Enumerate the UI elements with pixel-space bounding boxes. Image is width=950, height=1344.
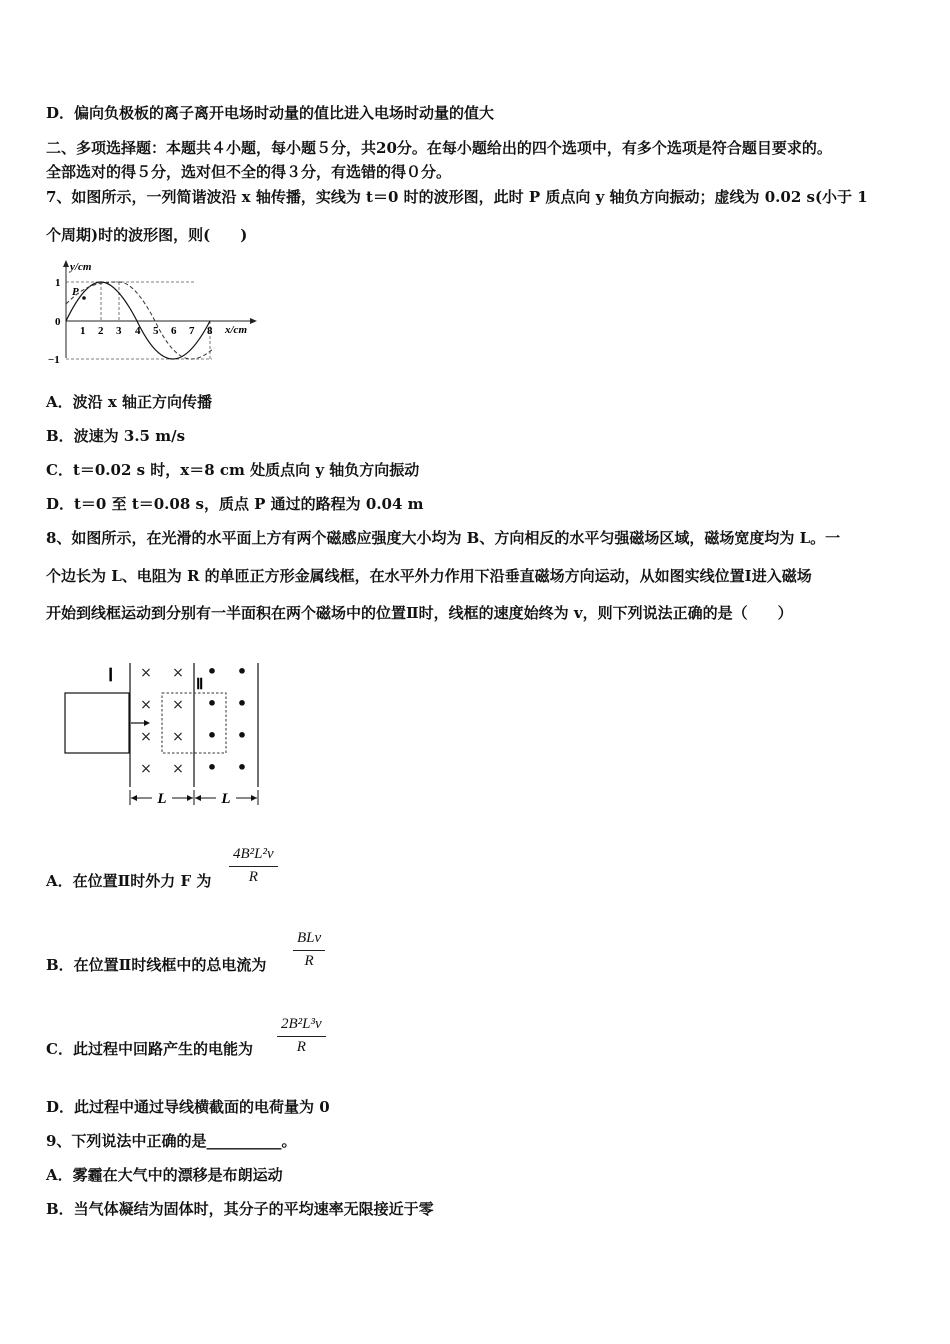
q8-stem-line3: 开始到线框运动到分别有一半面积在两个磁场中的位置Ⅱ时，线框的速度始终为 v，则下列说法正确的是（ ） bbox=[46, 604, 793, 622]
dot: • bbox=[206, 694, 218, 713]
q9-stem: 9、下列说法中正确的是__________。 bbox=[46, 1132, 297, 1150]
point-p-label: P bbox=[72, 286, 79, 298]
q7-option-d: D．t＝0 至 t＝0.08 s，质点 P 通过的路程为 0.04 m bbox=[46, 495, 424, 513]
q8-option-a-numerator: 4B²L²v bbox=[229, 846, 278, 867]
q8-option-c-numerator: 2B²L³v bbox=[277, 1016, 326, 1037]
q7-option-a: A．波沿 x 轴正方向传播 bbox=[46, 393, 213, 411]
cross: × bbox=[172, 729, 184, 745]
q8-stem-line2: 个边长为 L、电阻为 R 的单匝正方形金属线框，在水平外力作用下沿垂直磁场方向运动，从如图实线位置Ⅰ进入磁场 bbox=[46, 567, 812, 585]
cross: × bbox=[172, 761, 184, 777]
q8-option-c-fraction bbox=[277, 1016, 326, 1056]
q8-option-a-fraction bbox=[229, 846, 278, 886]
q7-option-c: C．t＝0.02 s 时，x＝8 cm 处质点向 y 轴负方向振动 bbox=[46, 461, 420, 479]
width-dimension bbox=[130, 790, 258, 805]
x-tick-5: 5 bbox=[153, 325, 159, 337]
x-tick-6: 6 bbox=[171, 325, 177, 337]
q8-option-a: A．在位置Ⅱ时外力 F 为 bbox=[46, 872, 212, 890]
section-heading-line2: 全部选对的得５分，选对但不全的得３分，有选错的得０分。 bbox=[46, 163, 452, 181]
width-label-2: L bbox=[221, 791, 231, 807]
q8-option-b: B．在位置Ⅱ时线框中的总电流为 bbox=[46, 956, 267, 974]
y-axis-arrow bbox=[63, 260, 69, 267]
q8-option-a-denominator: R bbox=[248, 869, 258, 885]
magnetic-field-figure bbox=[60, 655, 270, 815]
position-1-label: Ⅰ bbox=[108, 665, 114, 685]
dot: • bbox=[206, 726, 218, 745]
q8-option-d: D．此过程中通过导线横截面的电荷量为 0 bbox=[46, 1098, 330, 1116]
q9-option-a: A．雾霾在大气中的漂移是布朗运动 bbox=[46, 1166, 283, 1184]
dot: • bbox=[236, 662, 248, 681]
point-p bbox=[82, 296, 86, 300]
cross: × bbox=[140, 761, 152, 777]
dot: • bbox=[236, 726, 248, 745]
y-tick-1: 1 bbox=[55, 277, 61, 289]
q8-option-b-fraction bbox=[293, 930, 325, 970]
q7-option-b: B．波速为 3.5 m/s bbox=[46, 427, 186, 445]
position-2-label: Ⅱ bbox=[196, 677, 204, 693]
wave-graph bbox=[44, 258, 260, 370]
cross: × bbox=[140, 729, 152, 745]
q8-option-c-denominator: R bbox=[296, 1039, 306, 1055]
q6-option-d: D．偏向负极板的离子离开电场时动量的值比进入电场时动量的值大 bbox=[46, 104, 495, 122]
dot: • bbox=[236, 758, 248, 777]
q8-option-b-denominator: R bbox=[304, 953, 314, 969]
q7-stem-line2: 个周期)时的波形图，则( ) bbox=[46, 226, 248, 244]
velocity-arrow-head bbox=[144, 720, 150, 726]
cross: × bbox=[140, 665, 152, 681]
loop-position-1 bbox=[65, 693, 129, 753]
dot: • bbox=[206, 758, 218, 777]
y-axis-label: y/cm bbox=[70, 261, 92, 273]
q8-stem-line1: 8、如图所示，在光滑的水平面上方有两个磁感应强度大小均为 B、方向相反的水平匀强磁场区域，磁场宽度均为 L。一 bbox=[46, 529, 841, 547]
section-heading-line1: 二、多项选择题：本题共４小题，每小题５分，共20分。在每小题给出的四个选项中，有多个选项是符合题目要求的。 bbox=[46, 139, 832, 157]
y-tick-0: 0 bbox=[55, 316, 61, 328]
q8-option-b-numerator: BLv bbox=[293, 930, 325, 951]
cross: × bbox=[140, 697, 152, 713]
x-tick-2: 2 bbox=[98, 325, 104, 337]
x-tick-3: 3 bbox=[116, 325, 122, 337]
x-tick-4: 4 bbox=[135, 325, 141, 337]
q9-option-b: B．当气体凝结为固体时，其分子的平均速率无限接近于零 bbox=[46, 1200, 434, 1218]
y-tick-minus1: −1 bbox=[48, 354, 60, 366]
cross: × bbox=[172, 697, 184, 713]
dots bbox=[207, 662, 247, 777]
x-tick-8: 8 bbox=[207, 325, 213, 337]
x-tick-7: 7 bbox=[189, 325, 195, 337]
q8-option-c: C．此过程中回路产生的电能为 bbox=[46, 1040, 253, 1058]
x-tick-1: 1 bbox=[80, 325, 86, 337]
x-axis-label: x/cm bbox=[225, 324, 247, 336]
q7-stem-line1: 7、如图所示，一列简谐波沿 x 轴传播，实线为 t＝0 时的波形图，此时 P 质点向 y 轴负方向振动；虚线为 0.02 s(小于 1 bbox=[46, 188, 868, 206]
dot: • bbox=[236, 694, 248, 713]
x-axis-arrow bbox=[250, 318, 257, 324]
crosses bbox=[140, 665, 184, 777]
dot: • bbox=[206, 662, 218, 681]
cross: × bbox=[172, 665, 184, 681]
width-label-1: L bbox=[157, 791, 167, 807]
